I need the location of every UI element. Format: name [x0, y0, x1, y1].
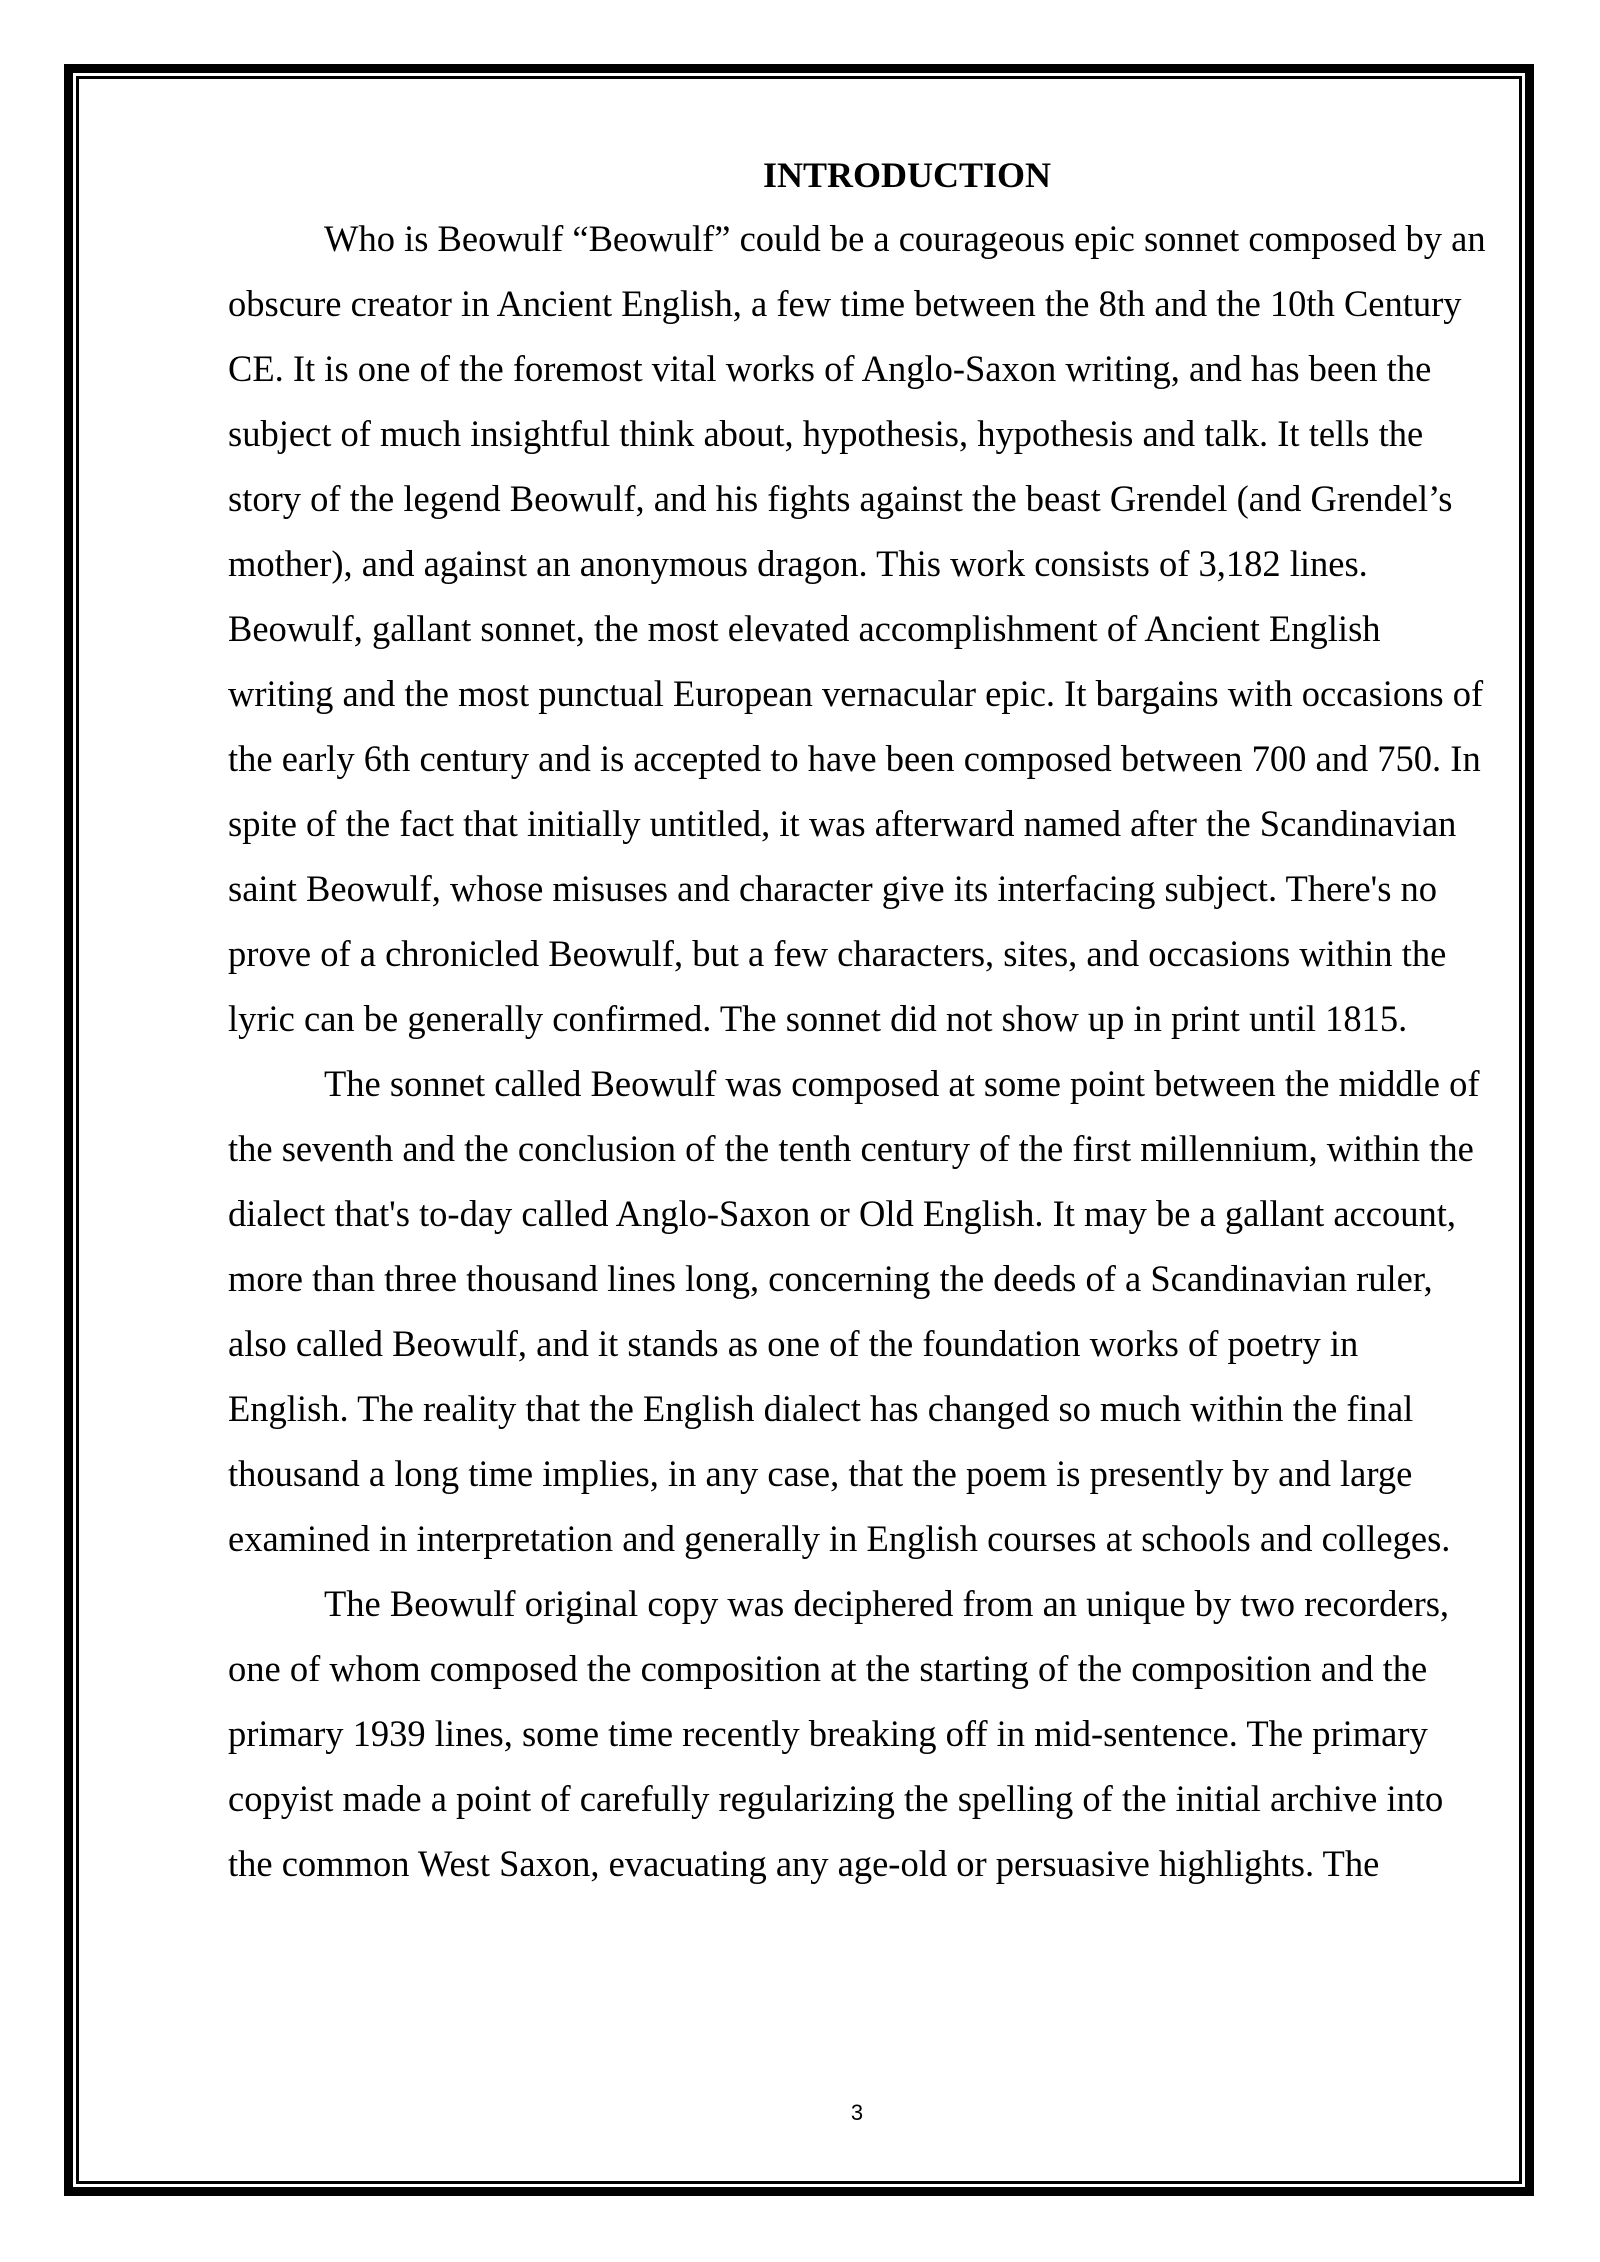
paragraph-1: Who is Beowulf “Beowulf” could be a courageous epic sonnet composed by an obscure creator in Ancient English, a few time between the 8th and the 10th Century CE. It is one of the foremost vital works of Anglo-Saxon writing, and has been the subject of much insightful think about, hypothesis, hypothesis and talk. It tells the story of the legend Beowulf, and his fights against the beast Grendel (and Grendel’s mother), and against an anonymous dragon. This work consists of 3,182 lines. Beowulf, gallant sonnet, the most elevated accomplishment of Ancient English writing and the most punctual European vernacular epic. It bargains with occasions of the early 6th century and is accepted to have been composed between 700 and 750. In spite of the fact that initially untitled, it was afterward named after the Scandinavian saint Beowulf, whose misuses and character give its interfacing subject. There's no prove of a chronicled Beowulf, but a few characters, sites, and occasions within the lyric can be generally confirmed. The sonnet did not show up in print until 1815. [228, 218, 1486, 1039]
paragraph-2: The sonnet called Beowulf was composed at some point between the middle of the seventh and the conclusion of the tenth century of the first millennium, within the dialect that's to-day called Anglo-Saxon or Old English. It may be a gallant account, more than three thousand lines long, concerning the deeds of a Scandinavian ruler, also called Beowulf, and it stands as one of the foundation works of poetry in English. The reality that the English dialect has changed so much within the final thousand a long time implies, in any case, that the poem is presently by and large examined in interpretation and generally in English courses at schools and colleges. [228, 1063, 1480, 1559]
body-text [228, 206, 1488, 1896]
page-number: 3 [850, 2100, 864, 2125]
paragraph-3: The Beowulf original copy was deciphered from an unique by two recorders, one of whom composed the composition at the starting of the composition and the primary 1939 lines, some time recently breaking off in mid-sentence. The primary copyist made a point of carefully regularizing the spelling of the initial archive into the common West Saxon, evacuating any age-old or persuasive highlights. The [228, 1583, 1450, 1884]
section-heading: INTRODUCTION [762, 155, 1052, 195]
